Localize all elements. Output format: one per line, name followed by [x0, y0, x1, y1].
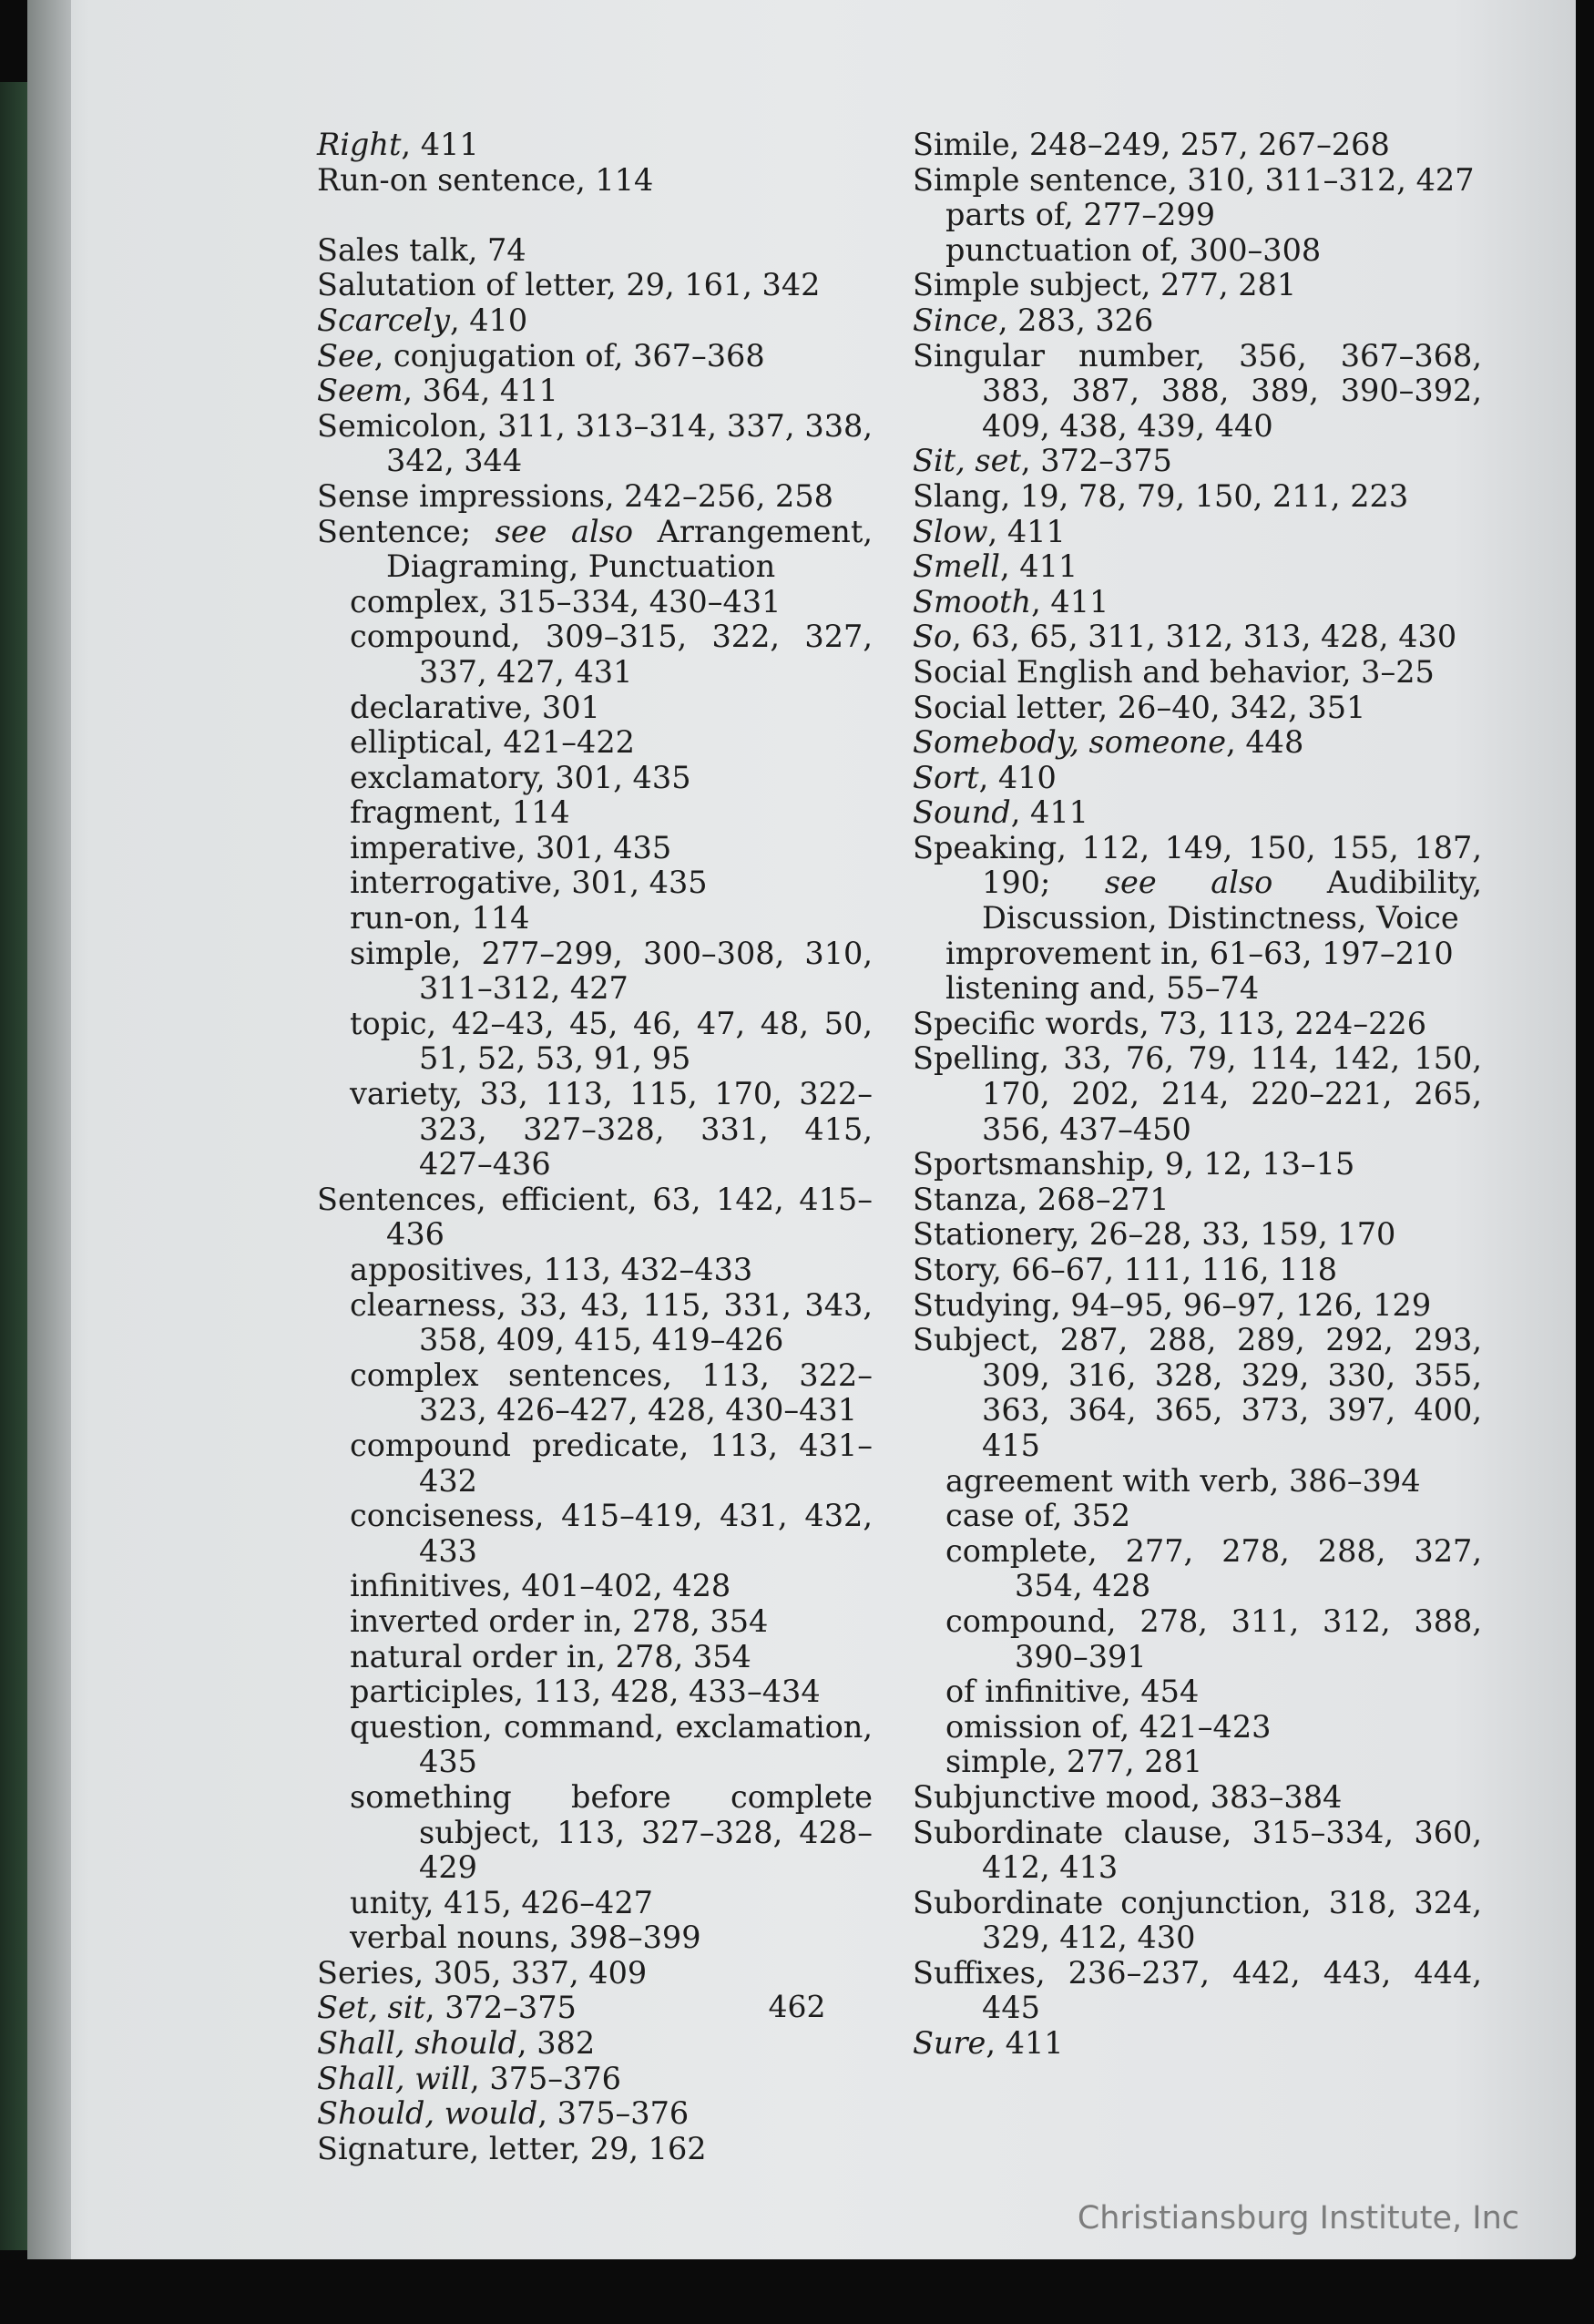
index-text: , 375–376	[537, 2095, 690, 2132]
index-entry	[913, 444, 1482, 479]
index-text: Subordinate clause, 315–334, 360, 412, 413	[913, 1814, 1482, 1886]
index-subentry	[317, 831, 873, 866]
index-text: infinitives, 401–402, 428	[350, 1568, 731, 1604]
index-entry	[913, 1816, 1482, 1886]
index-subentry	[317, 1569, 873, 1604]
index-text: Studying, 94–95, 96–97, 126, 129	[913, 1286, 1432, 1323]
index-text: Slang, 19, 78, 79, 150, 211, 223	[913, 477, 1409, 514]
index-entry	[913, 1041, 1482, 1147]
index-subentry	[317, 1674, 873, 1710]
index-subentry	[913, 1464, 1482, 1500]
index-text: imperative, 301, 435	[350, 829, 672, 865]
index-text: conciseness, 415–419, 431, 432, 433	[350, 1498, 873, 1569]
index-column-left	[317, 128, 873, 2166]
index-text: , 372–375	[424, 1990, 577, 2026]
index-text: run-on, 114	[350, 900, 530, 937]
index-entry	[317, 1956, 873, 1991]
index-subentry	[913, 971, 1482, 1007]
index-subentry	[317, 1920, 873, 1956]
index-subentry	[317, 1886, 873, 1921]
index-text: simple, 277–299, 300–308, 310, 311–312, 427	[350, 935, 873, 1007]
index-text: complete, 277, 278, 288, 327, 354, 428	[945, 1532, 1482, 1604]
index-term-italic: see also	[495, 513, 634, 549]
index-text: , 448	[1226, 724, 1304, 761]
index-entry	[317, 2096, 873, 2132]
index-subentry	[913, 233, 1482, 269]
index-entry	[913, 1182, 1482, 1218]
index-text: participles, 113, 428, 433–434	[350, 1674, 821, 1710]
index-entry	[913, 795, 1482, 831]
index-text: listening and, 55–74	[945, 970, 1260, 1007]
index-entry	[913, 479, 1482, 515]
index-subentry	[317, 795, 873, 831]
index-text: Social English and behavior, 3–25	[913, 653, 1435, 690]
index-entry	[913, 655, 1482, 691]
index-text: declarative, 301	[350, 689, 600, 725]
index-text: interrogative, 301, 435	[350, 865, 708, 901]
index-text: Simple subject, 277, 281	[913, 267, 1297, 303]
index-text: question, command, exclamation, 435	[350, 1708, 873, 1780]
index-text: parts of, 277–299	[945, 197, 1216, 233]
index-entry	[913, 1147, 1482, 1182]
index-term-italic: Slow	[913, 513, 988, 549]
index-text: fragment, 114	[350, 794, 570, 831]
index-term-italic: Smell	[913, 548, 1000, 585]
index-term-italic: Sure	[913, 2025, 986, 2062]
index-text: Run-on sentence, 114	[317, 161, 654, 198]
index-entry	[913, 1323, 1482, 1463]
index-term-italic: Shall, should	[317, 2025, 517, 2062]
index-text: case of, 352	[945, 1498, 1131, 1534]
index-subentry	[317, 1007, 873, 1077]
index-term-italic: Shall, will	[317, 2060, 471, 2096]
index-term-italic: Sort	[913, 759, 979, 795]
index-text: Stationery, 26–28, 33, 159, 170	[913, 1216, 1396, 1253]
index-entry	[317, 479, 873, 515]
index-text: compound, 309–315, 322, 327, 337, 427, 431	[350, 619, 873, 690]
index-term-italic: Right	[317, 127, 402, 162]
index-subentry	[317, 585, 873, 620]
index-term-italic: Smooth	[913, 583, 1032, 619]
index-subentry	[317, 725, 873, 761]
index-text: unity, 415, 426–427	[350, 1884, 653, 1920]
page-number: 462	[768, 1989, 826, 2024]
index-text: something before complete subject, 113, 327–328, 428–429	[350, 1778, 873, 1886]
index-subentry	[913, 1710, 1482, 1746]
index-entry	[317, 409, 873, 479]
index-text: , 411	[987, 513, 1066, 549]
index-text: omission of, 421–423	[945, 1708, 1272, 1745]
index-text: Suffixes, 236–237, 442, 443, 444, 445	[913, 1954, 1482, 2026]
index-text: Story, 66–67, 111, 116, 118	[913, 1252, 1338, 1287]
index-entry	[913, 1253, 1482, 1288]
index-subentry	[913, 1604, 1482, 1674]
index-entry	[913, 303, 1482, 339]
index-text: Singular number, 356, 367–368, 383, 387, 388, 389, 390–392, 409, 438, 439, 440	[913, 337, 1482, 444]
index-text: complex sentences, 113, 322–323, 426–427, 428, 430–431	[350, 1357, 873, 1428]
index-text: , 410	[978, 759, 1057, 795]
index-text: , 382	[516, 2025, 596, 2062]
index-entry	[913, 831, 1482, 937]
index-text: Stanza, 268–271	[913, 1181, 1170, 1217]
index-entry	[913, 515, 1482, 550]
index-text: Subjunctive mood, 383–384	[913, 1778, 1343, 1815]
index-text: , 283, 326	[997, 302, 1154, 338]
index-text: elliptical, 421–422	[350, 724, 635, 761]
index-term-italic: Set, sit	[317, 1990, 425, 2026]
index-text: , 375–376	[470, 2060, 621, 2096]
watermark-text: Christiansburg Institute, Inc	[1077, 2200, 1519, 2237]
index-text: Subject, 287, 288, 289, 292, 293, 309, 316, 328, 329, 330, 355, 363, 364, 365, 373, 397, 400, 415	[913, 1322, 1482, 1463]
index-subentry	[913, 1745, 1482, 1780]
index-text: compound predicate, 113, 431–432	[350, 1427, 873, 1499]
index-text: Specific words, 73, 113, 224–226	[913, 1005, 1427, 1041]
index-entry	[913, 585, 1482, 620]
index-text: Social letter, 26–40, 342, 351	[913, 689, 1366, 725]
index-entry	[913, 549, 1482, 585]
index-text: compound, 278, 311, 312, 388, 390–391	[945, 1602, 1482, 1674]
index-text: exclamatory, 301, 435	[350, 759, 691, 795]
index-text: variety, 33, 113, 115, 170, 322–323, 327–328, 331, 415, 427–436	[350, 1076, 873, 1182]
index-text: Spelling, 33, 76, 79, 114, 142, 150, 170, 202, 214, 220–221, 265, 356, 437–450	[913, 1040, 1482, 1147]
index-entry	[913, 1007, 1482, 1042]
index-subentry	[913, 1674, 1482, 1710]
index-text: , 411	[1010, 794, 1088, 831]
index-text: , 63, 65, 311, 312, 313, 428, 430	[952, 619, 1457, 655]
index-entry	[913, 1886, 1482, 1956]
index-term-italic: Since	[913, 302, 998, 338]
index-entry	[913, 268, 1482, 303]
index-subentry	[317, 1288, 873, 1358]
index-term-italic: Seem	[317, 373, 404, 409]
index-entry	[913, 619, 1482, 655]
index-entry	[913, 163, 1482, 199]
index-subentry	[317, 1710, 873, 1780]
index-text: Subordinate conjunction, 318, 324, 329, 412, 430	[913, 1884, 1482, 1956]
index-text: punctuation of, 300–308	[945, 231, 1322, 268]
index-text: appositives, 113, 432–433	[350, 1252, 753, 1287]
index-subentry	[913, 198, 1482, 233]
index-subentry	[913, 1499, 1482, 1534]
index-subentry	[317, 901, 873, 937]
index-subentry	[317, 1077, 873, 1182]
index-text: simple, 277, 281	[945, 1744, 1203, 1780]
index-subentry	[317, 1358, 873, 1428]
index-text: , 372–375	[1020, 443, 1172, 479]
index-entry	[913, 725, 1482, 761]
index-text: , conjugation of, 367–368	[373, 337, 765, 374]
index-text: Arrangement, Diagraming, Punctuation	[386, 513, 873, 585]
index-entry	[317, 339, 873, 374]
index-entry	[913, 2026, 1482, 2062]
index-subentry	[317, 1253, 873, 1288]
index-subentry	[317, 1780, 873, 1886]
index-text: Sentences, efficient, 63, 142, 415–436	[317, 1181, 873, 1253]
index-text: Series, 305, 337, 409	[317, 1954, 648, 1991]
index-text: Signature, letter, 29, 162	[317, 2130, 707, 2166]
index-subentry	[913, 937, 1482, 972]
index-entry	[317, 303, 873, 339]
index-term-italic: Sit, set	[913, 443, 1021, 479]
index-entry	[317, 2026, 873, 2062]
index-subentry	[317, 691, 873, 726]
index-entry	[317, 163, 873, 199]
index-text: , 410	[449, 302, 528, 338]
index-subentry	[317, 1499, 873, 1569]
index-text: , 411	[999, 548, 1078, 585]
index-text: Semicolon, 311, 313–314, 337, 338, 342, 344	[317, 407, 873, 479]
index-subentry	[317, 1604, 873, 1640]
index-subentry	[317, 865, 873, 901]
index-entry	[317, 268, 873, 303]
index-entry	[913, 1780, 1482, 1816]
index-text: complex, 315–334, 430–431	[350, 583, 782, 619]
index-entry	[913, 339, 1482, 445]
index-text: Simile, 248–249, 257, 267–268	[913, 127, 1390, 162]
index-term-italic: See	[317, 337, 374, 374]
index-text: Sentence;	[317, 513, 496, 549]
index-entry	[317, 233, 873, 269]
index-entry	[913, 761, 1482, 796]
index-term-italic: So	[913, 619, 953, 655]
index-text: , 411	[401, 127, 479, 162]
index-subentry	[913, 1534, 1482, 1604]
index-text: Sales talk, 74	[317, 231, 526, 268]
index-text: Audibility, Discussion, Distinctness, Voice	[982, 865, 1482, 937]
index-text: , 364, 411	[403, 373, 558, 409]
index-text: Salutation of letter, 29, 161, 342	[317, 267, 821, 303]
index-entry	[317, 374, 873, 409]
index-subentry	[317, 619, 873, 690]
index-text: of infinitive, 454	[945, 1674, 1200, 1710]
index-entry	[913, 691, 1482, 726]
index-entry	[913, 128, 1482, 163]
index-term-italic: Sound	[913, 794, 1011, 831]
index-column-right	[913, 128, 1482, 2062]
index-text: , 411	[1031, 583, 1109, 619]
index-term-italic: Somebody, someone	[913, 724, 1227, 761]
index-term-italic: Scarcely	[317, 302, 450, 338]
index-text: Simple sentence, 310, 311–312, 427	[913, 161, 1475, 198]
index-entry	[317, 515, 873, 585]
index-text: agreement with verb, 386–394	[945, 1462, 1421, 1499]
index-subentry	[317, 937, 873, 1007]
index-term-italic: see also	[1104, 865, 1273, 901]
index-subentry	[317, 761, 873, 796]
index-entry	[317, 2132, 873, 2167]
index-text: verbal nouns, 398–399	[350, 1920, 701, 1956]
index-text: topic, 42–43, 45, 46, 47, 48, 50, 51, 52, 53, 91, 95	[350, 1005, 873, 1077]
index-text: improvement in, 61–63, 197–210	[945, 935, 1454, 971]
index-entry	[913, 1288, 1482, 1324]
index-entry	[317, 128, 873, 163]
index-text: inverted order in, 278, 354	[350, 1602, 769, 1639]
index-text: clearness, 33, 43, 115, 331, 343, 358, 409, 415, 419–426	[350, 1286, 873, 1358]
index-entry	[913, 1217, 1482, 1253]
index-text: Sportsmanship, 9, 12, 13–15	[913, 1146, 1355, 1182]
index-subentry	[317, 1640, 873, 1675]
index-text: Speaking, 112, 149, 150, 155, 187, 190;	[913, 829, 1482, 901]
index-text: , 411	[986, 2025, 1064, 2062]
page-gutter-shadow	[27, 0, 71, 2259]
index-term-italic: Should, would	[317, 2095, 538, 2132]
index-letter-gap	[317, 198, 873, 233]
index-text: Sense impressions, 242–256, 258	[317, 477, 833, 514]
index-subentry	[317, 1428, 873, 1499]
index-entry	[317, 2062, 873, 2097]
index-text: natural order in, 278, 354	[350, 1638, 751, 1674]
index-entry	[317, 1182, 873, 1253]
